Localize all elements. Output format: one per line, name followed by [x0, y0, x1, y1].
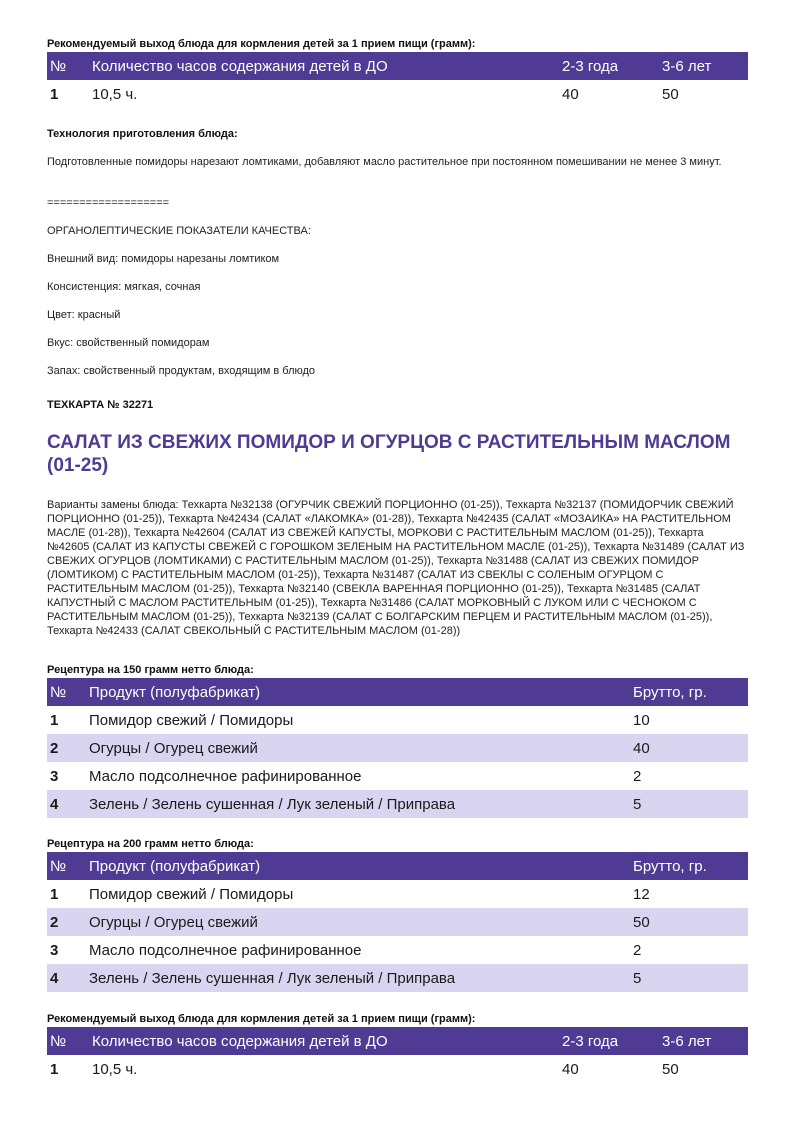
row-number: 2 [47, 908, 86, 936]
row-product: Помидор свежий / Помидоры [89, 885, 294, 903]
row-product: Масло подсолнечное рафинированное [89, 941, 362, 959]
row-product: Зелень / Зелень сушенная / Лук зеленый / Приправа [86, 964, 630, 992]
quality-appearance: Внешний вид: помидоры нарезаны ломтиком [47, 253, 280, 265]
col-header-product: Продукт (полуфабрикат) [86, 678, 630, 706]
yield-table [47, 1027, 748, 1083]
quality-color: Цвет: красный [47, 309, 121, 321]
recipe-200-table [47, 852, 748, 992]
table-row [47, 80, 748, 108]
recipe-200-caption: Рецептура на 200 грамм нетто блюда: [47, 838, 254, 850]
row-age-2-3: 40 [562, 85, 579, 103]
quality-heading: ОРГАНОЛЕПТИЧЕСКИЕ ПОКАЗАТЕЛИ КАЧЕСТВА: [47, 225, 311, 237]
row-product: Зелень / Зелень сушенная / Лук зеленый / Приправа [86, 790, 630, 818]
quality-consistency: Консистенция: мягкая, сочная [47, 281, 201, 293]
row-hours: 10,5 ч. [92, 85, 138, 103]
row-product: Масло подсолнечное рафинированное [89, 767, 362, 785]
recipe-150-table [47, 678, 748, 818]
row-gross: 50 [630, 908, 748, 936]
table-row [47, 1055, 748, 1083]
recipe-150-caption: Рецептура на 150 грамм нетто блюда: [47, 664, 254, 676]
row-number: 1 [50, 1060, 59, 1078]
yield-caption: Рекомендуемый выход блюда для кормления детей за 1 прием пищи (грамм): [47, 1013, 476, 1025]
table-row [47, 908, 748, 936]
col-header-number: № [47, 852, 86, 880]
row-product: Огурцы / Огурец свежий [86, 908, 630, 936]
table-header-row [47, 852, 748, 880]
row-gross: 10 [633, 711, 650, 729]
table-row [47, 880, 748, 908]
row-gross: 12 [633, 885, 650, 903]
row-age-3-6: 50 [662, 85, 679, 103]
row-number: 4 [47, 964, 86, 992]
col-header-age-2-3: 2-3 года [559, 1027, 659, 1055]
col-header-hours: Количество часов содержания детей в ДО [89, 1027, 559, 1055]
row-number: 3 [50, 941, 59, 959]
row-number: 2 [47, 734, 86, 762]
table-header-row [47, 678, 748, 706]
quality-taste: Вкус: свойственный помидорам [47, 337, 210, 349]
yield-caption: Рекомендуемый выход блюда для кормления детей за 1 прием пищи (грамм): [47, 38, 476, 50]
row-gross: 2 [633, 767, 642, 785]
col-header-age-2-3: 2-3 года [559, 52, 659, 80]
table-row [47, 762, 748, 790]
row-number: 1 [50, 85, 59, 103]
techcard-number: ТЕХКАРТА № 32271 [47, 399, 154, 411]
row-age-2-3: 40 [562, 1060, 579, 1078]
table-row [47, 964, 748, 992]
technology-heading: Технология приготовления блюда: [47, 128, 238, 140]
row-number: 1 [50, 885, 59, 903]
col-header-gross: Брутто, гр. [630, 678, 748, 706]
row-gross: 40 [630, 734, 748, 762]
table-header-row [47, 52, 748, 80]
row-gross: 2 [633, 941, 642, 959]
row-number: 3 [50, 767, 59, 785]
row-age-3-6: 50 [662, 1060, 679, 1078]
col-header-gross: Брутто, гр. [630, 852, 748, 880]
dish-title: САЛАТ ИЗ СВЕЖИХ ПОМИДОР И ОГУРЦОВ С РАСТИТЕЛЬНЫМ МАСЛОМ (01-25) [47, 432, 731, 476]
technology-text: Подготовленные помидоры нарезают ломтиками, добавляют масло растительное при постоянном помешивании не менее 3 минут. [47, 156, 722, 168]
replacement-variants: Варианты замены блюда: Техкарта №32138 (ОГУРЧИК СВЕЖИЙ ПОРЦИОННО (01-25)), Техкарта №32137 (ПОМИДОРЧИК СВЕЖИЙ ПОРЦИОННО (01-25)), Техкарта №42434 (САЛАТ «ЛАКОМКА» (01-28)), Техкарта №42435 (САЛАТ «МОЗАИКА» НА РАСТИТЕЛЬНОМ МАСЛЕ (01-28)), Техкарта №42604 (САЛАТ ИЗ СВЕЖЕЙ КАПУСТЫ, МОРКОВИ С РАСТИТЕЛЬНЫМ МАСЛОМ (01-25)), Техкарта №42605 (САЛАТ ИЗ КАПУСТЫ СВЕЖЕЙ С ГОРОШКОМ ЗЕЛЕНЫМ НА РАСТИТЕЛЬНОМ МАСЛЕ (01-25)), Техкарта №31489 (САЛАТ ИЗ СВЕЖИХ ОГУРЦОВ (ЛОМТИКАМИ) С РАСТИТЕЛЬНЫМ МАСЛОМ (01-25)), Техкарта №31488 (САЛАТ ИЗ СВЕЖИХ ПОМИДОР (ЛОМТИКОМ) С РАСТИТЕЛЬНЫМ МАСЛОМ (01-25)), Техкарта №31487 (САЛАТ ИЗ СВЕКЛЫ С СОЛЕНЫМ ОГУРЦОМ С РАСТИТЕЛЬНЫМ МАСЛОМ (01-25)), Техкарта №32140 (СВЕКЛА ВАРЕННАЯ ПОРЦИОННО (01-25)), Техкарта №31485 (САЛАТ КАПУСТНЫЙ С МАСЛОМ РАСТИТЕЛЬНЫМ (01-25)), Техкарта №31486 (САЛАТ МОРКОВНЫЙ С ЛУКОМ ИЛИ С ЧЕСНОКОМ С РАСТИТЕЛЬНЫМ МАСЛОМ (01-25)), Техкарта №32139 (САЛАТ С БОЛГАРСКИМ ПЕРЦЕМ И РАСТИТЕЛЬНЫМ МАСЛОМ (01-25)), Техкарта №42433 (САЛАТ СВЕКОЛЬНЫЙ С РАСТИТЕЛЬНЫМ МАСЛОМ (01-28)) [47, 499, 745, 637]
table-header-row [47, 1027, 748, 1055]
col-header-number: № [47, 1027, 89, 1055]
table-row [47, 706, 748, 734]
row-product: Помидор свежий / Помидоры [89, 711, 294, 729]
quality-smell: Запах: свойственный продуктам, входящим в блюдо [47, 365, 316, 377]
table-row [47, 734, 748, 762]
yield-table [47, 52, 748, 108]
row-number: 1 [50, 711, 59, 729]
col-header-product: Продукт (полуфабрикат) [86, 852, 630, 880]
row-gross: 5 [630, 790, 748, 818]
col-header-age-3-6: 3-6 лет [659, 1027, 748, 1055]
table-row [47, 790, 748, 818]
row-number: 4 [47, 790, 86, 818]
row-gross: 5 [630, 964, 748, 992]
col-header-hours: Количество часов содержания детей в ДО [89, 52, 559, 80]
row-hours: 10,5 ч. [92, 1060, 138, 1078]
col-header-number: № [47, 678, 86, 706]
col-header-number: № [47, 52, 89, 80]
row-product: Огурцы / Огурец свежий [86, 734, 630, 762]
table-row [47, 936, 748, 964]
separator: =================== [47, 197, 170, 209]
col-header-age-3-6: 3-6 лет [659, 52, 748, 80]
